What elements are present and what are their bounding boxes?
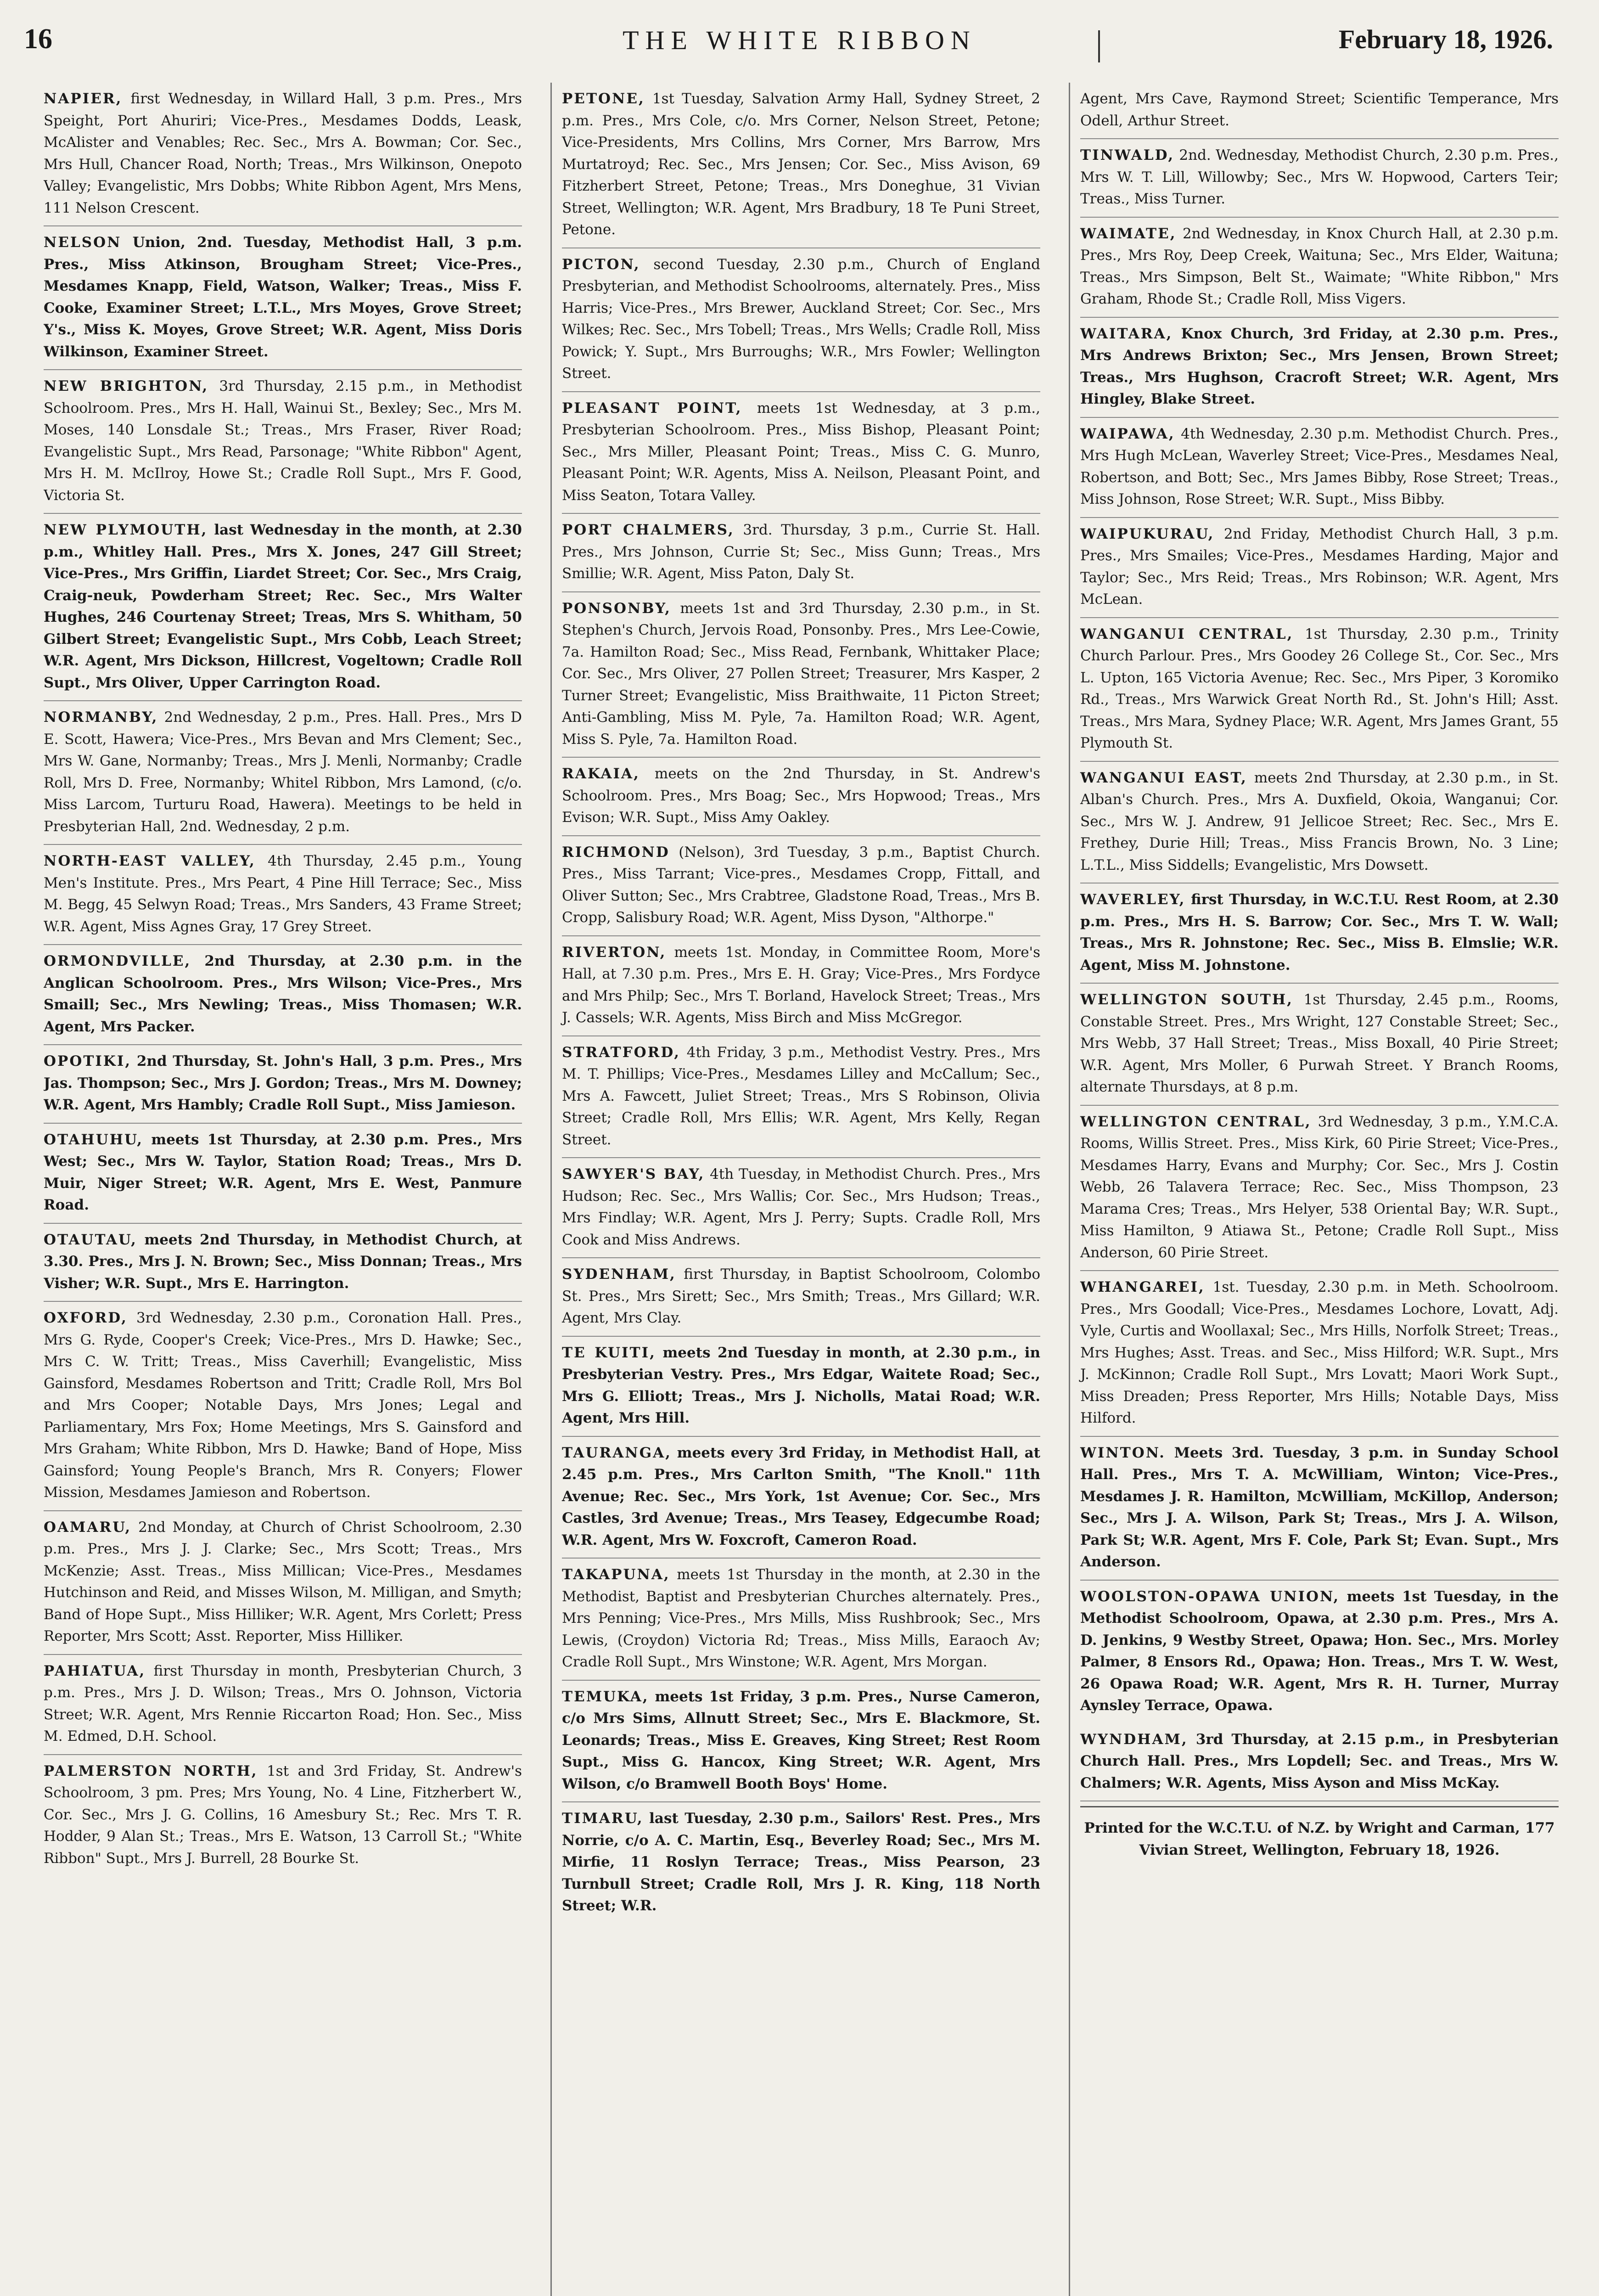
union-details: 4th Friday, 3 p.m., Methodist Vestry. Pres., Mrs M. T. Phillips; Vice-Pres., Mesdames Lilley and McCallum; Sec., Mrs A. Fawcett, Juliet Street; Treas., Mrs S Robinson, Olivia Street; Cradle Roll, Mrs Ellis; W.R. Agent, Mrs Kelly, Regan Street. (562, 1044, 1040, 1148)
union-details: 2nd Thursday, at 2.30 p.m. in the Anglican Schoolroom. Pres., Mrs Wilson; Vice-Pres., Mrs Smaill; Sec., Mrs Newling; Treas., Miss Thomasen; W.R. Agent, Mrs Packer. (44, 953, 522, 1035)
union-entry (1080, 83, 1559, 139)
union-entry (1080, 318, 1559, 418)
union-details: 3rd Wednesday, 3 p.m., Y.M.C.A. Rooms, Willis Street. Pres., Miss Kirk, 60 Pirie Street; Vice-Pres., Mesdames Harry, Evans and Murphy; Cor. Sec., Mrs J. Costin Webb, 26 Talavera Terrace; Rec. Sec., Miss Thompson, 23 Marama Cres; Treas., Mrs Helyer, 538 Oriental Bay; W.R. Supt., Miss Hamilton, 9 Atiawa St., Petone; Cradle Roll Supt., Miss Anderson, 60 Pirie Street. (1080, 1113, 1559, 1261)
column-2 (550, 83, 1040, 2296)
union-entry (44, 1124, 522, 1224)
union-details: 1st Thursday, 2.30 p.m., Trinity Church Parlour. Pres., Mrs Goodey 26 College St., Cor. Sec., Mrs L. Upton, 165 Victoria Avenue; Rec. Sec., Mrs Piper, 3 Koromiko Rd., Treas., Mrs Warwick Great North Rd., St. John's Hill; Asst. Treas., Mrs Mara, Sydney Place; W.R. Agent, Mrs James Grant, 55 Plymouth St. (1080, 625, 1559, 751)
union-name: WELLINGTON CENTRAL, (1080, 1113, 1312, 1130)
union-details: meets 1st and 3rd Thursday, 2.30 p.m., in St. Stephen's Church, Jervois Road, Ponsonby. Pres., Mrs Lee-Cowie, 7a. Hamilton Road; Sec., Miss Read, Fernbank, Whittaker Place; Cor. Sec., Mrs Oliver, 27 Pollen Street; Treasurer, Mrs Kasper, 2 Turner Street; Evangelistic, Miss Braithwaite, 11 Picton Street; Anti-Gambling, Miss M. Pyle, 7a. Hamilton Road; W.R. Agent, Miss S. Pyle, 7a. Hamilton Road. (562, 600, 1040, 748)
union-name: PALMERSTON NORTH, (44, 1762, 258, 1779)
union-details: 4th Thursday, 2.45 p.m., Young Men's Institute. Pres., Mrs Peart, 4 Pine Hill Terrace; Sec., Miss M. Begg, 45 Selwyn Road; Treas., Mrs Sanders, 43 Frame Street; W.R. Agent, Miss Agnes Gray, 17 Grey Street. (44, 853, 522, 935)
union-details: meets 2nd Thursday, at 2.30 p.m., in St. Alban's Church. Pres., Mrs A. Duxfield, Okoia, Wanganui; Cor. Sec., Mrs W. J. Andrew, 91 Jellicoe Street; Rec. Sec., Mrs E. Frethey, Durie Hill; Treas., Miss Francis Brown, No. 3 Line; L.T.L., Miss Siddells; Evangelistic, Mrs Dowsett. (1080, 769, 1559, 873)
union-entry (562, 836, 1040, 936)
union-name: RICHMOND (562, 844, 670, 861)
union-name: WYNDHAM, (1080, 1731, 1188, 1748)
union-details: first Thursday, in Baptist Schoolroom, Colombo St. Pres., Mrs Sirett; Sec., Mrs Smith; Treas., Mrs Gillard; W.R. Agent, Mrs Clay. (562, 1266, 1040, 1326)
union-name: TAKAPUNA, (562, 1566, 670, 1583)
union-details: 3rd Thursday, 2.15 p.m., in Methodist Schoolroom. Pres., Mrs H. Hall, Wainui St., Bexley; Sec., Mrs M. Moses, 140 Lonsdale St.; Treas., Mrs Fraser, River Road; Evangelistic Supt., Mrs Read, Parsonage; "White Ribbon" Agent, Mrs H. M. McIlroy, Howe St.; Cradle Roll Supt., Mrs F. Good, Victoria St. (44, 378, 522, 504)
union-entry (44, 1755, 522, 1876)
union-details: 3rd Thursday, at 2.15 p.m., in Presbyterian Church Hall. Pres., Mrs Lopdell; Sec. and Treas., Mrs W. Chalmers; W.R. Agents, Miss Ayson and Miss McKay. (1080, 1731, 1559, 1791)
union-name: NORTH-EAST VALLEY, (44, 853, 256, 869)
union-entry (44, 1655, 522, 1755)
union-details: (Nelson), 3rd Tuesday, 3 p.m., Baptist Church. Pres., Miss Tarrant; Vice-pres., Mesdames Cropp, Fittall, and Oliver Sutton; Sec., Mrs Crabtree, Gladstone Road, Treas., Mrs B. Cropp, Salisbury Road; W.R. Agent, Miss Dyson, "Althorpe." (562, 844, 1040, 926)
union-entry (44, 83, 522, 226)
union-details: Knox Church, 3rd Friday, at 2.30 p.m. Pres., Mrs Andrews Brixton; Sec., Mrs Jensen, Brown Street; Treas., Mrs Hughson, Cracroft Street; W.R. Agent, Mrs Hingley, Blake Street. (1080, 325, 1559, 407)
union-name: PETONE, (562, 90, 645, 107)
union-name: WAITARA, (1080, 325, 1173, 342)
union-entry (562, 248, 1040, 392)
union-name: WELLINGTON SOUTH, (1080, 991, 1293, 1008)
union-entry (44, 945, 522, 1045)
union-name: TIMARU, (562, 1810, 644, 1827)
union-entry (562, 1559, 1040, 1681)
union-details: 2nd Friday, Methodist Church Hall, 3 p.m. Pres., Mrs Smailes; Vice-Pres., Mesdames Harding, Major and Taylor; Sec., Mrs Reid; Treas., Mrs Robinson; W.R. Agent, Mrs McLean. (1080, 525, 1559, 608)
union-entry (1080, 1106, 1559, 1272)
union-name: SAWYER'S BAY, (562, 1166, 705, 1182)
union-entry (562, 592, 1040, 758)
header-divider (1098, 30, 1100, 62)
union-name: PONSONBY, (562, 600, 671, 617)
union-entry (1080, 884, 1559, 984)
union-name: NEW PLYMOUTH, (44, 522, 208, 538)
column-1 (44, 83, 522, 2296)
union-entry (1080, 984, 1559, 1106)
union-entry (44, 370, 522, 514)
union-entry (1080, 1271, 1559, 1437)
union-details: meets 1st Tuesday, in the Methodist Schoolroom, Opawa, at 2.30 p.m. Pres., Mrs A. D. Jenkins, 9 Westby Street, Opawa; Hon. Sec., Mrs. Morley Palmer, 8 Ensors Rd., Opawa; Hon. Treas., Mrs T. W. West, 26 Opawa Road; W.R. Agent, Mrs R. H. Turner, Murray Aynsley Terrace, Opawa. (1080, 1588, 1559, 1714)
union-entry (562, 83, 1040, 248)
page-number: 16 (24, 23, 52, 55)
union-details: Union, 2nd. Tuesday, Methodist Hall, 3 p.m. Pres., Miss Atkinson, Brougham Street; Vice-Pres., Mesdames Knapp, Field, Watson, Walker; Treas., Miss F. Cooke, Examiner Street; L.T.L., Mrs Moyes, Grove Street; Y's., Miss K. Moyes, Grove Street; W.R. Agent, Miss Doris Wilkinson, Examiner Street. (44, 234, 522, 360)
union-name: NAPIER, (44, 90, 123, 107)
union-name: RIVERTON, (562, 944, 667, 961)
union-entry (44, 514, 522, 701)
union-name: ORMONDVILLE, (44, 953, 191, 969)
union-entry (562, 1337, 1040, 1437)
union-entry (44, 1302, 522, 1511)
union-details: 2nd Thursday, St. John's Hall, 3 p.m. Pres., Mrs Jas. Thompson; Sec., Mrs J. Gordon; Treas., Mrs M. Downey; W.R. Agent, Mrs Hambly; Cradle Roll Supt., Miss Jamieson. (44, 1053, 522, 1113)
union-name: NORMANBY, (44, 709, 158, 726)
page-header (0, 18, 1599, 73)
union-entry (44, 226, 522, 370)
union-name: OTAHUHU, (44, 1131, 144, 1148)
union-name: OAMARU, (44, 1519, 132, 1536)
union-details: 2nd Monday, at Church of Christ Schoolroom, 2.30 p.m. Pres., Mrs J. J. Clarke; Sec., Mrs Scott; Treas., Mrs McKenzie; Asst. Treas., Miss Millican; Vice-Pres., Mesdames Hutchinson and Reid, and Misses Wilson, M. Milligan, and Smyth; Band of Hope Supt., Miss Hilliker; W.R. Agent, Mrs Corlett; Press Reporter, Mrs Scott; Asst. Reporter, Miss Hilliker. (44, 1519, 522, 1644)
union-details: meets 1st. Monday, in Committee Room, More's Hall, at 7.30 p.m. Pres., Mrs E. H. Gray; Vice-Pres., Mrs Fordyce and Mrs Philp; Sec., Mrs T. Borland, Havelock Street; Treas., Mrs J. Cassels; W.R. Agents, Miss Birch and Miss McGregor. (562, 944, 1040, 1026)
union-name: PAHIATUA, (44, 1662, 146, 1679)
union-name: RAKAIA, (562, 765, 640, 782)
union-details: meets 2nd Tuesday in month, at 2.30 p.m., in Presbyterian Vestry. Pres., Mrs Edgar, Waitete Road; Sec., Mrs G. Elliott; Treas., Mrs J. Nicholls, Matai Road; W.R. Agent, Mrs Hill. (562, 1344, 1040, 1426)
union-entry (562, 514, 1040, 592)
union-entry (1080, 218, 1559, 318)
union-name: WAIMATE, (1080, 225, 1177, 242)
union-entry (1080, 618, 1559, 762)
issue-date: February 18, 1926. (1338, 24, 1553, 54)
union-details: 2nd Wednesday, in Knox Church Hall, at 2.30 p.m. Pres., Mrs Roy, Deep Creek, Waituna; Sec., Mrs Elder, Waituna; Treas., Mrs Simpson, Belt St., Waimate; "White Ribbon," Mrs Graham, Rhode St.; Cradle Roll, Miss Vigers. (1080, 225, 1559, 307)
union-details: 4th Wednesday, 2.30 p.m. Methodist Church. Pres., Mrs Hugh McLean, Waverley Street; Vice-Pres., Mesdames Neal, Robertson, and Bott; Sec., Mrs James Bibby, Rose Street; Treas., Miss Johnson, Rose Street; W.R. Supt., Miss Bibby. (1080, 425, 1559, 507)
union-entry (562, 1802, 1040, 1924)
union-entry (44, 1224, 522, 1302)
union-details: last Tuesday, 2.30 p.m., Sailors' Rest. Pres., Mrs Norrie, c/o A. C. Martin, Esq., Beverley Road; Sec., Mrs M. Mirfie, 11 Roslyn Terrace; Treas., Miss Pearson, 23 Turnbull Street; Cradle Roll, Mrs J. R. King, 118 North Street; W.R. (562, 1810, 1040, 1914)
union-details: 3rd. Thursday, 3 p.m., Currie St. Hall. Pres., Mrs Johnson, Currie St; Sec., Miss Gunn; Treas., Mrs Smillie; W.R. Agent, Miss Paton, Daly St. (562, 522, 1040, 582)
union-entry (562, 936, 1040, 1036)
union-name: TINWALD, (1080, 147, 1175, 163)
union-details: meets on the 2nd Thursday, in St. Andrew's Schoolroom. Pres., Mrs Boag; Sec., Mrs Hopwood; Treas., Mrs Evison; W.R. Supt., Miss Amy Oakley. (562, 765, 1040, 826)
union-entry (1080, 1581, 1559, 1723)
union-entry (1080, 1437, 1559, 1581)
union-name: WANGANUI EAST, (1080, 769, 1247, 786)
union-name: WOOLSTON-OPAWA UNION, (1080, 1588, 1340, 1605)
union-entry (44, 845, 522, 945)
union-details: 4th Tuesday, in Methodist Church. Pres., Mrs Hudson; Rec. Sec., Mrs Wallis; Cor. Sec., Mrs Hudson; Treas., Mrs Findlay; W.R. Agent, Mrs J. Perry; Supts. Cradle Roll, Mrs Cook and Miss Andrews. (562, 1166, 1040, 1248)
union-entry (44, 1511, 522, 1655)
union-details: Agent, Mrs Cave, Raymond Street; Scientific Temperance, Mrs Odell, Arthur Street. (1080, 90, 1559, 129)
union-entry (562, 758, 1040, 836)
union-entry (562, 1437, 1040, 1559)
union-entry (1080, 762, 1559, 884)
union-name: WINTON. (1080, 1444, 1166, 1461)
union-name: PICTON, (562, 256, 640, 273)
union-name: OTAUTAU, (44, 1231, 137, 1248)
union-entry (1080, 139, 1559, 218)
union-name: PORT CHALMERS, (562, 522, 735, 538)
union-details: meets every 3rd Friday, in Methodist Hall, at 2.45 p.m. Pres., Mrs Carlton Smith, "The Knoll." 11th Avenue; Rec. Sec., Mrs York, 1st Avenue; Cor. Sec., Mrs Castles, 3rd Avenue; Treas., Mrs Teasey, Edgecumbe Road; W.R. Agent, Mrs W. Foxcroft, Cameron Road. (562, 1444, 1040, 1548)
union-name: TAURANGA, (562, 1444, 672, 1461)
union-name: NEW BRIGHTON, (44, 378, 209, 394)
union-details: meets 2nd Thursday, in Methodist Church, at 3.30. Pres., Mrs J. N. Brown; Sec., Miss Donnan; Treas., Mrs Visher; W.R. Supt., Mrs E. Harrington. (44, 1231, 522, 1292)
union-details: 1st Thursday, 2.45 p.m., Rooms, Constable Street. Pres., Mrs Wright, 127 Constable Street; Sec., Mrs Webb, 37 Hall Street; Treas., Miss Boxall, 40 Pirie Street; W.R. Agent, Mrs Moller, 6 Purwah Street. Y Branch Rooms, alternate Thursdays, at 8 p.m. (1080, 991, 1559, 1095)
union-entry (44, 1045, 522, 1124)
union-details: first Wednesday, in Willard Hall, 3 p.m. Pres., Mrs Speight, Port Ahuriri; Vice-Pres., Mesdames Dodds, Leask, McAlister and Venables; Rec. Sec., Mrs A. Bowman; Cor. Sec., Mrs Hull, Chancer Road, North; Treas., Mrs Wilkinson, Onepoto Valley; Evangelistic, Mrs Dobbs; White Ribbon Agent, Mrs Mens, 111 Nelson Crescent. (44, 90, 522, 216)
union-name: TE KUITI, (562, 1344, 656, 1361)
union-name: TEMUKA, (562, 1688, 649, 1705)
union-name: WAIPUKURAU, (1080, 525, 1215, 542)
union-name: STRATFORD, (562, 1044, 680, 1061)
union-name: WAIPAWA, (1080, 425, 1175, 442)
union-name: WANGANUI CENTRAL, (1080, 625, 1294, 642)
column-3 (1069, 83, 1559, 2296)
union-name: WAVERLEY, (1080, 891, 1186, 908)
union-details: meets 1st Thursday in the month, at 2.30 in the Methodist, Baptist and Presbyterian Churches alternately. Pres., Mrs Penning; Vice-Pres., Mrs Mills, Miss Rushbrook; Sec., Mrs Lewis, (Croydon) Victoria Rd; Treas., Miss Mills, Earaoch Av; Cradle Roll Supt., Mrs Winstone; W.R. Agent, Mrs Morgan. (562, 1566, 1040, 1670)
union-entry (1080, 1723, 1559, 1802)
union-name: OXFORD, (44, 1310, 128, 1326)
union-details: meets 1st Friday, 3 p.m. Pres., Nurse Cameron, c/o Mrs Sims, Allnutt Street; Sec., Mrs E. Blackmore, St. Leonards; Treas., Miss E. Greaves, King Street; Rest Room Supt., Miss G. Hancox, King Street; W.R. Agent, Mrs Wilson, c/o Bramwell Booth Boys' Home. (562, 1688, 1040, 1792)
directory-columns (44, 83, 1559, 2296)
union-details: 1st Tuesday, Salvation Army Hall, Sydney Street, 2 p.m. Pres., Mrs Cole, c/o. Mrs Corner, Nelson Street, Petone; Vice-Presidents, Mrs Collins, Mrs Corner, Mrs Barrow, Mrs Murtatroyd; Rec. Sec., Mrs Jensen; Cor. Sec., Miss Avison, 69 Fitzherbert Street, Petone; Treas., Mrs Doneghue, 31 Vivian Street, Wellington; W.R. Agent, Mrs Bradbury, 18 Te Puni Street, Petone. (562, 90, 1040, 238)
union-entry (562, 1158, 1040, 1258)
union-entry (562, 1036, 1040, 1159)
union-entry (562, 1258, 1040, 1337)
union-details: first Thursday in month, Presbyterian Church, 3 p.m. Pres., Mrs J. D. Wilson; Treas., Mrs O. Johnson, Victoria Street; W.R. Agent, Mrs Rennie Riccarton Road; Hon. Sec., Miss M. Edmed, D.H. School. (44, 1662, 522, 1745)
union-details: 1st and 3rd Friday, St. Andrew's Schoolroom, 3 pm. Pres; Mrs Young, No. 4 Line, Fitzherbert W., Cor. Sec., Mrs J. G. Collins, 16 Amesbury St.; Rec. Mrs T. R. Hodder, 9 Alan St.; Treas., Mrs E. Watson, 13 Carroll St.; "White Ribbon" Supt., Mrs J. Burrell, 28 Bourke St. (44, 1762, 522, 1867)
union-entry (562, 392, 1040, 514)
union-name: WHANGAREI, (1080, 1279, 1205, 1295)
union-details: meets 1st Thursday, at 2.30 p.m. Pres., Mrs West; Sec., Mrs W. Taylor, Station Road; Treas., Mrs D. Muir, Niger Street; W.R. Agent, Mrs E. West, Panmure Road. (44, 1131, 522, 1213)
union-details: 1st. Tuesday, 2.30 p.m. in Meth. Schoolroom. Pres., Mrs Goodall; Vice-Pres., Mesdames Lochore, Lovatt, Adj. Vyle, Curtis and Woollaxal; Sec., Mrs Hills, Norfolk Street; Treas., Mrs Hughes; Asst. Treas. and Sec., Miss Hilford; W.R. Supt., Mrs J. McKinnon; Cradle Roll Supt., Mrs Lovatt; Maori Work Supt., Miss Dreaden; Press Reporter, Mrs Hills; Notable Days, Miss Hilford. (1080, 1279, 1559, 1426)
union-details: first Thursday, in W.C.T.U. Rest Room, at 2.30 p.m. Pres., Mrs H. S. Barrow; Cor. Sec., Mrs T. W. Wall; Treas., Mrs R. Johnstone; Rec. Sec., Miss B. Elmslie; W.R. Agent, Miss M. Johnstone. (1080, 891, 1559, 974)
union-entry (1080, 418, 1559, 518)
union-details: second Tuesday, 2.30 p.m., Church of England Presbyterian, and Methodist Schoolrooms, alternately. Pres., Miss Harris; Vice-Pres., Mrs Brewer, Auckland Street; Cor. Sec., Mrs Wilkes; Rec. Sec., Mrs Tobell; Treas., Mrs Wells; Cradle Roll, Miss Powick; Y. Supt., Mrs Burroughs; W.R., Mrs Fowler; Wellington Street. (562, 256, 1040, 382)
union-details: Meets 3rd. Tuesday, 3 p.m. in Sunday School Hall. Pres., Mrs T. A. McWilliam, Winton; Vice-Pres., Mesdames J. R. Hamilton, McWilliam, McKillop, Anderson; Sec., Mrs J. A. Wilson, Park St; Treas., Mrs J. A. Wilson, Park St; W.R. Agent, Mrs F. Cole, Park St; Evan. Supt., Mrs Anderson. (1080, 1444, 1559, 1570)
union-entry (44, 701, 522, 845)
union-details: meets 1st Wednesday, at 3 p.m., Presbyterian Schoolroom. Pres., Miss Bishop, Pleasant Point; Sec., Mrs Miller, Pleasant Point; Treas., Miss C. G. Munro, Pleasant Point; W.R. Agents, Miss A. Neilson, Pleasant Point, and Miss Seaton, Totara Valley. (562, 400, 1040, 504)
union-name: SYDENHAM, (562, 1266, 676, 1283)
union-details: 2nd. Wednesday, Methodist Church, 2.30 p.m. Pres., Mrs W. T. Lill, Willowby; Sec., Mrs W. Hopwood, Carters Teir; Treas., Miss Turner. (1080, 147, 1559, 207)
union-details: 2nd Wednesday, 2 p.m., Pres. Hall. Pres., Mrs D E. Scott, Hawera; Vice-Pres., Mrs Bevan and Mrs Clement; Sec., Mrs W. Gane, Normanby; Treas., Mrs J. Menli, Normanby; Cradle Roll, Mrs D. Free, Normanby; Whitel Ribbon, Mrs Lamond, (c/o. Miss Larcom, Turturu Road, Hawera). Meetings to be held in Presbyterian Hall, 2nd. Wednesday, 2 p.m. (44, 709, 522, 835)
union-entry (1080, 518, 1559, 618)
publication-title: THE WHITE RIBBON (623, 25, 976, 55)
union-name: NELSON (44, 234, 122, 251)
printer-imprint: Printed for the W.C.T.U. of N.Z. by Wright and Carman, 177 Vivian Street, Wellington, February 18, 1926. (1080, 1806, 1559, 1868)
union-name: PLEASANT POINT, (562, 400, 742, 416)
union-entry (562, 1681, 1040, 1803)
union-details: last Wednesday in the month, at 2.30 p.m., Whitley Hall. Pres., Mrs X. Jones, 247 Gill Street; Vice-Pres., Mrs Griffin, Liardet Street; Cor. Sec., Mrs Craig, Craig-neuk, Powderham Street; Rec. Sec., Mrs Walter Hughes, 246 Courtenay Street; Treas, Mrs S. Whitham, 50 Gilbert Street; Evangelistic Supt., Mrs Cobb, Leach Street; W.R. Agent, Mrs Dickson, Hillcrest, Vogeltown; Cradle Roll Supt., Mrs Oliver, Upper Carrington Road. (44, 522, 522, 691)
union-details: 3rd Wednesday, 2.30 p.m., Coronation Hall. Pres., Mrs G. Ryde, Cooper's Creek; Vice-Pres., Mrs D. Hawke; Sec., Mrs C. W. Tritt; Treas., Miss Caverhill; Evangelistic, Miss Gainsford, Mesdames Robertson and Tritt; Cradle Roll, Mrs Bol and Mrs Cooper; Notable Days, Mrs Jones; Legal and Parliamentary, Mrs Fox; Home Meetings, Mrs S. Gainsford and Mrs Graham; White Ribbon, Mrs D. Hawke; Band of Hope, Miss Gainsford; Young People's Branch, Mrs R. Conyers; Flower Mission, Mesdames Jamieson and Robertson. (44, 1310, 522, 1501)
union-name: OPOTIKI, (44, 1053, 132, 1069)
